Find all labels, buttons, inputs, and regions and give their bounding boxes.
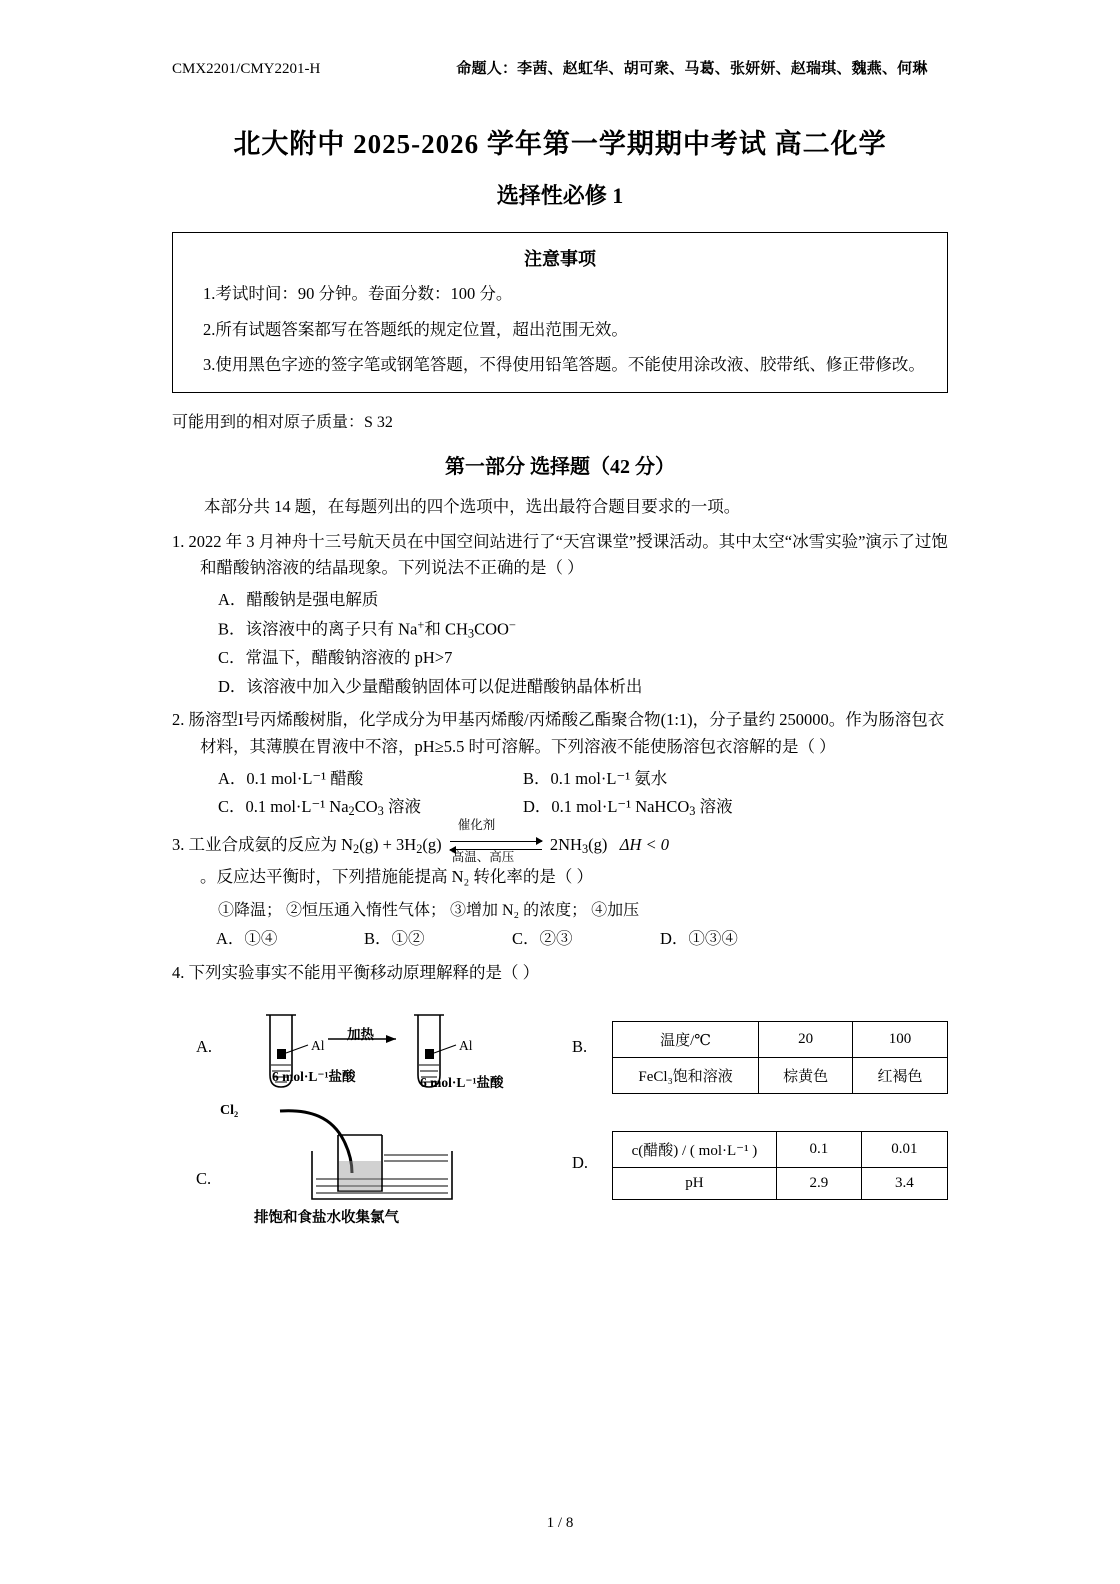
q2d-sub: 3 [689,804,696,819]
conditions-label: 高温、高压 [451,850,515,865]
question-3-conditions: ①降温； ②恒压通入惰性气体； ③增加 N₂ 的浓度； ④加压 [218,901,640,919]
question-3-option-c: C．②③ [512,929,573,949]
part-one-title: 第一部分 选择题（42 分） [445,455,675,478]
q3-stem-mid2: (g) [422,835,442,855]
q2c-pre: C．0.1 mol·L⁻¹ Na [218,797,349,816]
q3-stem-mid: (g) + 3H [359,835,417,855]
question-3-options [172,924,948,954]
table-d-r1c2: 3.4 [861,1167,947,1199]
q2c-post: 溶液 [383,797,421,816]
figure-c-gas-label: Cl₂ [220,1102,239,1118]
question-1-option-a: A．醋酸钠是强电解质 [218,590,379,610]
q3-stem-post2: (g) [588,835,608,855]
question-4-stem: 4. 下列实验事实不能用平衡移动原理解释的是（ ） [172,962,540,982]
table-d-r1c0: pH [613,1167,777,1199]
page-header [172,60,948,78]
question-3-stem: 3. 工业合成氨的反应为 $N_2(g) + 3H_2(g)$ 催化剂 高温、高压 $2NH_3(g)$ ΔH < 0 [172,832,948,860]
figure-a-metal-2: Al [459,1037,473,1053]
q2c-sub1: 2 [348,804,355,819]
q1b-sub: 3 [467,626,475,641]
relative-atomic-mass: 可能用到的相对原子质量：S 32 [172,413,393,431]
q1b-post: COO [474,619,509,639]
notice-box [172,232,948,393]
table-b [612,1021,948,1094]
paper-code: CMX2201/CMY2201-H [172,61,321,77]
table-b-r0c1: 20 [759,1021,853,1057]
table-d [612,1131,948,1200]
page-content [172,60,948,1231]
table-b-r1c1: 棕黄色 [759,1057,853,1093]
question-2-option-b: B．0.1 mol·L⁻¹ 氨水 [523,768,668,788]
q2d-pre: D．0.1 mol·L⁻¹ NaHCO [523,797,690,816]
question-1-option-d: D．该溶液中加入少量醋酸钠固体可以促进醋酸钠晶体析出 [218,676,643,696]
table-d-r1c1: 2.9 [776,1167,861,1199]
q2c-sub2: 3 [377,804,384,819]
figure-d-label: D. [572,1152,589,1172]
table-row [613,1167,948,1199]
page-title: 北大附中 2025-2026 学年第一学期期中考试 高二化学 [233,129,887,159]
question-1-option-c: C．常温下，醋酸钠溶液的 pH>7 [218,648,453,668]
question-2-option-a: A．0.1 mol·L⁻¹ 醋酸 [218,768,364,788]
table-b-r0c0: 温度/℃ [613,1021,759,1057]
q1b-mid: 和 CH [424,619,468,639]
q3-stem-pre: 3. 工业合成氨的反应为 N [172,835,354,855]
table-d-r0c1: 0.1 [776,1131,861,1167]
table-row [613,1021,948,1057]
notice-item-2: 2.所有试题答案都写在答题纸的规定位置，超出范围无效。 [203,319,628,339]
q1b-sup2: − [508,617,516,632]
figure-a-acid-1: 6 mol·L⁻¹盐酸 [272,1068,356,1084]
page-subtitle: 选择性必修 1 [496,183,624,208]
table-b-r1c2: 红褐色 [853,1057,948,1093]
reaction-arrow [450,818,542,865]
question-3-option-a: A．①④ [216,929,278,949]
notice-item-3: 3.使用黑色字迹的签字笔或钢笔答题，不得使用铅笔答题。不能使用涂改液、胶带纸、修正带修改。 [203,355,925,375]
figure-c-label: C. [196,1168,212,1188]
authors-names: 李茜、赵虹华、胡可衆、马葛、张妍妍、赵瑞琪、魏燕、何琳 [517,61,928,77]
table-b-r0c2: 100 [853,1021,948,1057]
question-2-option-d [523,793,733,822]
question-1-stem: 1. 2022 年 3 月神舟十三号航天员在中国空间站进行了“天宫课堂”授课活动。其中太空“冰雪实验”演示了过饱和醋酸钠溶液的结晶现象。下列说法不正确的是（ ） [172,531,948,578]
question-3-option-b: B．①② [364,929,425,949]
catalyst-label: 催化剂 [457,818,496,833]
figure-a-acid-2: 6 mol·L⁻¹盐酸 [420,1074,504,1090]
figure-a-heat-label: 加热 [347,1026,374,1042]
question-4-figures [172,1001,948,1231]
page-number: 1 / 8 [546,1515,574,1531]
enthalpy-value: ΔH < 0 [619,835,670,855]
notice-item-1: 1.考试时间：90 分钟。卷面分数：100 分。 [203,284,513,303]
q2d-post: 溶液 [695,797,733,816]
figure-c-caption: 排饱和食盐水收集氯气 [254,1209,399,1226]
figure-c-diagram [232,1101,532,1221]
authors-line [456,60,927,78]
question-2-options-row-1 [172,765,948,793]
part-one-description: 本部分共 14 题，在每题列出的四个选项中，选出最符合题目要求的一项。 [204,496,741,516]
table-b-r1c0: FeCl₃饱和溶液 [613,1057,759,1093]
table-row [613,1057,948,1093]
q3-stem-post1: 2NH [549,835,582,855]
question-3-stem-tail: 。反应达平衡时，下列措施能提高 N₂ 转化率的是（ ） [200,866,594,886]
table-d-r0c2: 0.01 [861,1131,947,1167]
question-3-option-d: D．①③④ [660,929,738,949]
figure-a-metal-1: Al [311,1037,325,1053]
question-1-option-b [172,615,948,645]
table-row [613,1131,948,1167]
figure-b-label: B. [572,1036,588,1056]
question-2-options-row-2 [172,793,948,822]
authors-label: 命题人： [456,61,518,77]
figure-a-label: A. [196,1036,213,1056]
q1b-pre: B．该溶液中的离子只有 Na [218,619,418,639]
q2c-mid: CO [354,797,378,816]
table-d-r0c0: c(醋酸) / ( mol·L⁻¹ ) [613,1131,777,1167]
notice-title: 注意事项 [524,249,596,269]
q1b-sup1: + [417,617,425,632]
question-2-stem: 2. 肠溶型I号丙烯酸树脂，化学成分为甲基丙烯酸/丙烯酸乙酯聚合物(1:1)，分子量约 250000。作为肠溶包衣材料，其薄膜在胃液中不溶，pH≥5.5 时可溶解。下列溶液不能使肠溶包衣溶解的是（ ） [172,710,945,756]
